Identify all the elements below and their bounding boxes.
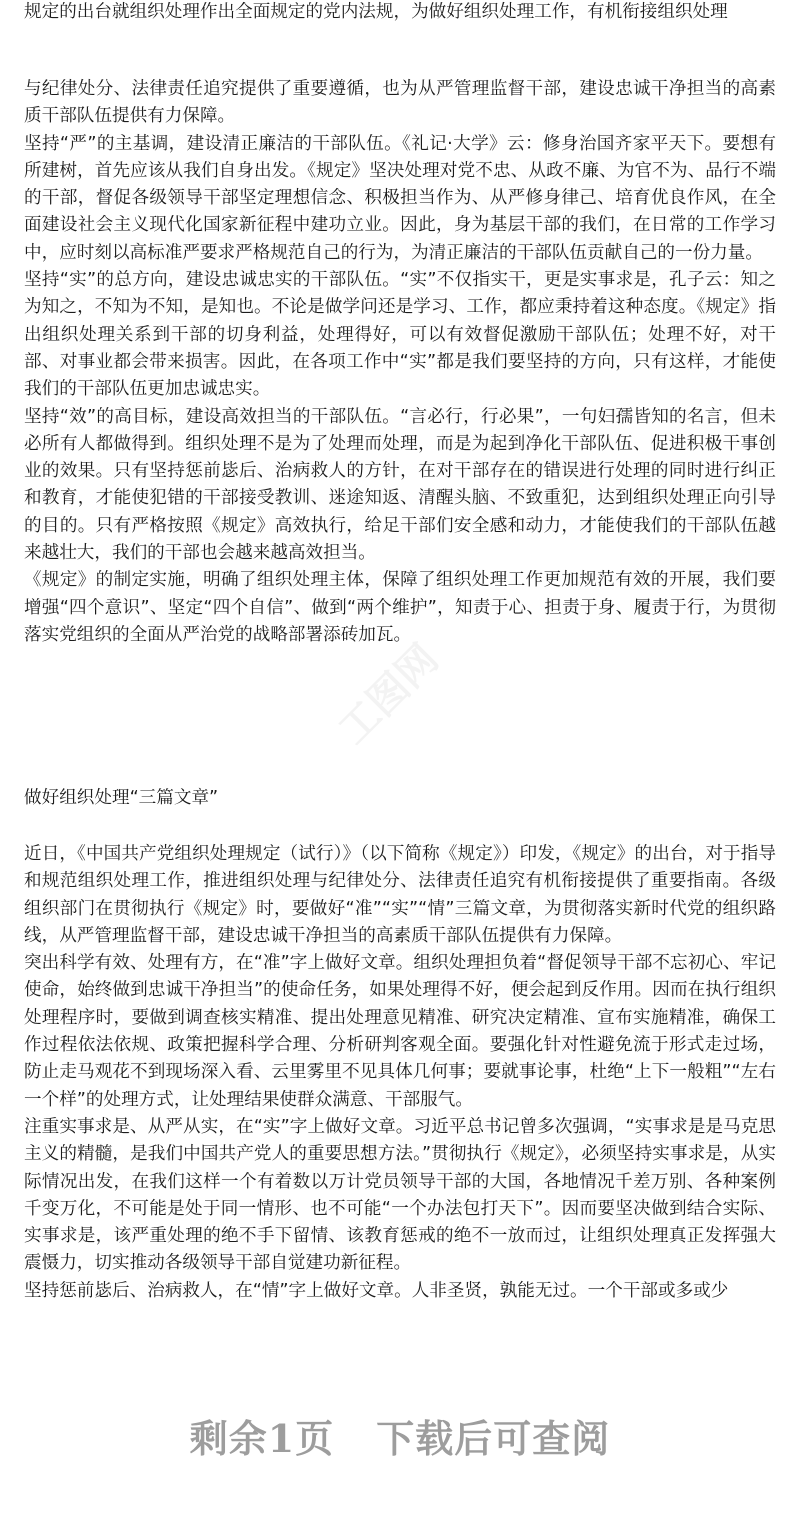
download-to-view-text[interactable]: 下载后可查阅 <box>376 1416 611 1461</box>
article-2-paragraph: 突出科学有效、处理有方，在“准”字上做好文章。组织处理担负着“督促领导干部不忘初心、牢记使命，始终做到忠诚干净担当”的使命任务，如果处理得不好，便会起到反作用。因而在执行组织处理程序时，要做到调查核实精准、提出处理意见精准、研究决定精准、宣布实施精准，确保工作过程依法依规、政策把握科学合理、分析研判客观全面。要强化针对性避免流于形式走过场，防止走马观花不到现场深入看、云里雾里不见具体几何事；要就事论事，杜绝“上下一般粗”“左右一个样”的处理方式，让处理结果使群众满意、干部服气。 <box>24 953 776 1110</box>
article-1-paragraph: 与纪律处分、法律责任追究提供了重要遵循，也为从严管理监督干部，建设忠诚干净担当的高素质干部队伍提供有力保障。 <box>24 79 776 127</box>
article-1-paragraph: 坚持“效”的高目标，建设高效担当的干部队伍。“言必行，行必果”，一句妇孺皆知的名言，但未必所有人都做得到。组织处理不是为了处理而处理，而是为起到净化干部队伍、促进积极干事创业的效果。只有坚持惩前毖后、治病救人的方针，在对干部存在的错误进行处理的同时进行纠正和教育，才能使犯错的干部接受教训、迷途知返、清醒头脑、不致重犯，达到组织处理正向引导的目的。只有严格按照《规定》高效执行，给足干部们安全感和动力，才能使我们的干部队伍越来越壮大，我们的干部也会越来越高效担当。 <box>24 406 776 564</box>
article-2-paragraph: 近日，《中国共产党组织处理规定（试行）》（以下简称《规定》）印发，《规定》的出台，对于指导和规范组织处理工作，推进组织处理与纪律处分、法律责任追究有机衔接提供了重要指南。各级组织部门在贯彻执行《规定》时，要做好“准”“实”“情”三篇文章，为贯彻落实新时代党的组织路线，从严管理监督干部，建设忠诚干净担当的高素质干部队伍提供有力保障。 <box>24 844 776 946</box>
article-1-paragraph: 坚持“严”的主基调，建设清正廉洁的干部队伍。《礼记·大学》云：修身治国齐家平天下。要想有所建树，首先应该从我们自身出发。《规定》坚决处理对党不忠、从政不廉、为官不为、品行不端的干部，督促各级领导干部坚定理想信念、积极担当作为、从严修身律己、培育优良作风，在全面建设社会主义现代化国家新征程中建功立业。因此，身为基层干部的我们，在日常的工作学习中，应时刻以高标准严要求严格规范自己的行为，为清正廉洁的干部队伍贡献自己的一份力量。 <box>24 133 776 263</box>
watermark: 工图网 <box>330 635 448 754</box>
article-1-paragraph: 《规定》的制定实施，明确了组织处理主体，保障了组织处理工作更加规范有效的开展，我们要增强“四个意识”、坚定“四个自信”、做到“两个维护”，知责于心、担责于身、履责于行，为贯彻落实党组织的全面从严治党的战略部署添砖加瓦。 <box>24 570 776 645</box>
article-2-paragraph: 坚持惩前毖后、治病救人，在“情”字上做好文章。人非圣贤，孰能无过。一个干部或多或少 <box>24 1280 729 1301</box>
download-more-banner[interactable] <box>0 1408 800 1463</box>
article-1-body <box>24 76 776 649</box>
remaining-pages-text: 剩余1页 <box>189 1416 335 1461</box>
article-1-paragraph: 坚持“实”的总方向，建设忠诚忠实的干部队伍。“实”不仅指实干，更是实事求是，孔子云：知之为知之，不知为不知，是知也。不论是做学问还是学习、工作，都应秉持着这种态度。《规定》指出组织处理关系到干部的切身利益，处理得好，可以有效督促激励干部队伍；处理不好，对干部、对事业都会带来损害。因此，在各项工作中“实”都是我们要坚持的方向，只有这样，才能使我们的干部队伍更加忠诚忠实。 <box>24 270 776 400</box>
document-top-line: 规定的出台就组织处理作出全面规定的党内法规，为做好组织处理工作，有机衔接组织处理 <box>24 2 728 22</box>
article-2-title: 做好组织处理“三篇文章” <box>24 788 219 808</box>
article-2-paragraph: 注重实事求是、从严从实，在“实”字上做好文章。习近平总书记曾多次强调，“实事求是是马克思主义的精髓，是我们中国共产党人的重要思想方法。”贯彻执行《规定》，必须坚持实事求是，从实际情况出发，在我们这样一个有着数以万计党员领导干部的大国，各地情况千差万别、各种案例千变万化，不可能是处于同一情形、也不可能“一个办法包打天下”。因而要坚决做到结合实际、实事求是，该严重处理的绝不手下留情、该教育惩戒的绝不一放而过，让组织处理真正发挥强大震慑力，切实推动各级领导干部自觉建功新征程。 <box>24 1116 776 1274</box>
article-2-body <box>24 841 776 1305</box>
